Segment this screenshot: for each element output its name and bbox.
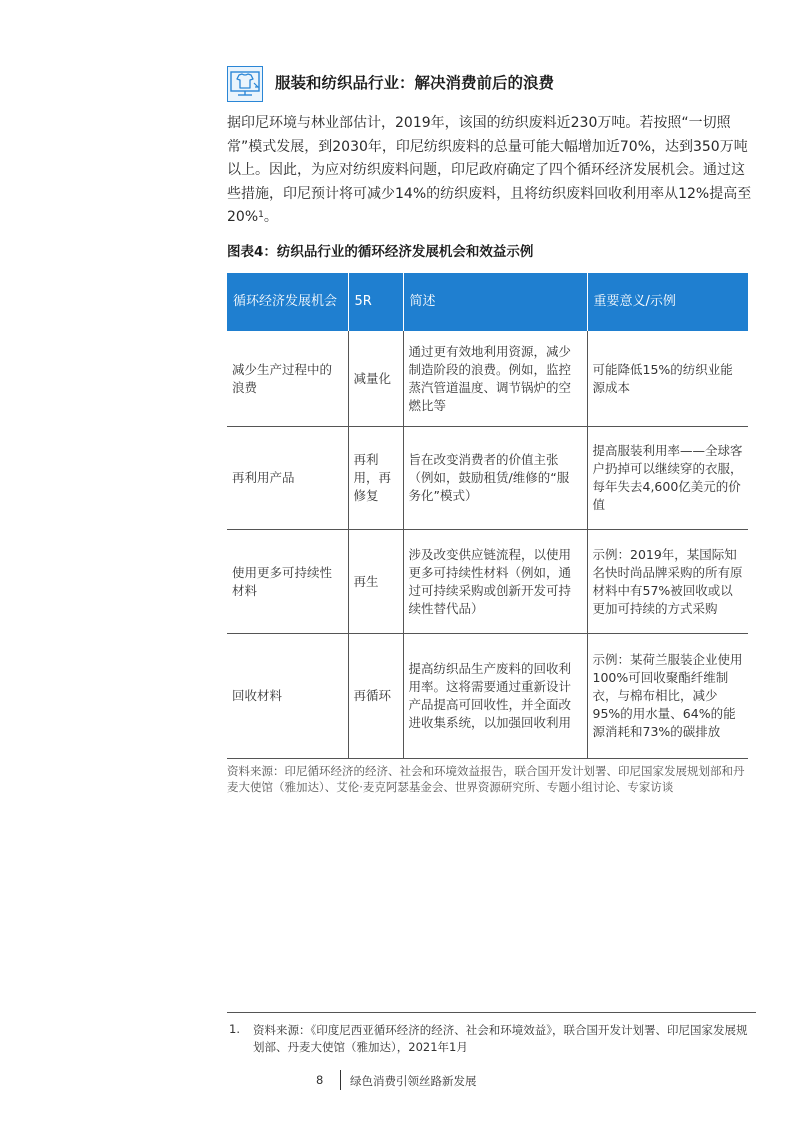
- cell-summary: 通过更有效地利用资源，减少制造阶段的浪费。例如，监控蒸汽管道温度、调节锅炉的空燃比等: [403, 331, 587, 427]
- table-row: [227, 530, 748, 634]
- footnote-text: 资料来源：《印度尼西亚循环经济的经济、社会和环境效益》，联合国开发计划署、印尼国家发展规划部、丹麦大使馆（雅加达），2021年1月: [253, 1023, 748, 1054]
- figure-source: 资料来源：印尼循环经济的经济、社会和环境效益报告，联合国开发计划署、印尼国家发展规划部和丹麦大使馆（雅加达）、艾伦·麦克阿瑟基金会、世界资源研究所、专题小组讨论、专家访谈: [227, 764, 745, 794]
- cell-5r: 减量化: [348, 331, 403, 427]
- header-significance: 重要意义/示例: [587, 273, 748, 331]
- page-number: 8: [316, 1073, 324, 1087]
- table-row: [227, 634, 748, 759]
- footnote-divider: [227, 1012, 756, 1013]
- footer-divider: [340, 1070, 341, 1090]
- table-row: [227, 427, 748, 530]
- section-title: 服装和纺织品行业：解决消费前后的浪费: [275, 74, 555, 92]
- cell-significance: 提高服装利用率——全球客户扔掉可以继续穿的衣服，每年失去4,600亿美元的价值: [587, 427, 748, 530]
- header-5r: 5R: [348, 273, 403, 331]
- footer-title: 绿色消费引领丝路新发展: [350, 1074, 477, 1088]
- cell-significance: 示例：2019年，某国际知名快时尚品牌采购的所有原材料中有57%被回收或以更加可持续的方式采购: [587, 530, 748, 634]
- cell-significance: 可能降低15%的纺织业能源成本: [587, 331, 748, 427]
- cell-opportunity: 减少生产过程中的浪费: [227, 331, 348, 427]
- cell-summary: 提高纺织品生产废料的回收利用率。这将需要通过重新设计产品提高可回收性，并全面改进收集系统，以加强回收利用: [403, 634, 587, 759]
- cell-opportunity: 回收材料: [227, 634, 348, 759]
- cell-5r: 再循环: [348, 634, 403, 759]
- footnote-ref[interactable]: 1: [258, 210, 264, 220]
- cell-5r: 再利用，再修复: [348, 427, 403, 530]
- cell-5r: 再生: [348, 530, 403, 634]
- garment-recycle-icon: [227, 66, 263, 102]
- cell-opportunity: 使用更多可持续性材料: [227, 530, 348, 634]
- intro-end: 。: [263, 209, 278, 225]
- figure-title: 图表4：纺织品行业的循环经济发展机会和效益示例: [227, 244, 534, 260]
- header-opportunity: 循环经济发展机会: [227, 273, 348, 331]
- cell-summary: 旨在改变消费者的价值主张（例如，鼓励租赁/维修的“服务化”模式）: [403, 427, 587, 530]
- table-header-row: [227, 273, 748, 331]
- table-row: [227, 331, 748, 427]
- opportunities-table: [227, 273, 748, 759]
- cell-significance: 示例：某荷兰服装企业使用100%可回收聚酯纤维制衣，与棉布相比，减少95%的用水量、64%的能源消耗和73%的碳排放: [587, 634, 748, 759]
- header-summary: 简述: [403, 273, 587, 331]
- cell-opportunity: 再利用产品: [227, 427, 348, 530]
- cell-summary: 涉及改变供应链流程，以使用更多可持续性材料（例如，通过可持续采购或创新开发可持续性替代品）: [403, 530, 587, 634]
- intro-paragraph: [227, 112, 757, 230]
- intro-text: 据印尼环境与林业部估计，2019年，该国的纺织废料近230万吨。若按照“一切照常”模式发展，到2030年，印尼纺织废料的总量可能大幅增加近70%，达到350万吨以上。因此，为应对纺织废料问题，印尼政府确定了四个循环经济发展机会。通过这些措施，印尼预计将可减少14%的纺织废料，且将纺织废料回收利用率从12%提高至20%: [227, 115, 752, 225]
- footnote-number: 1.: [229, 1022, 240, 1036]
